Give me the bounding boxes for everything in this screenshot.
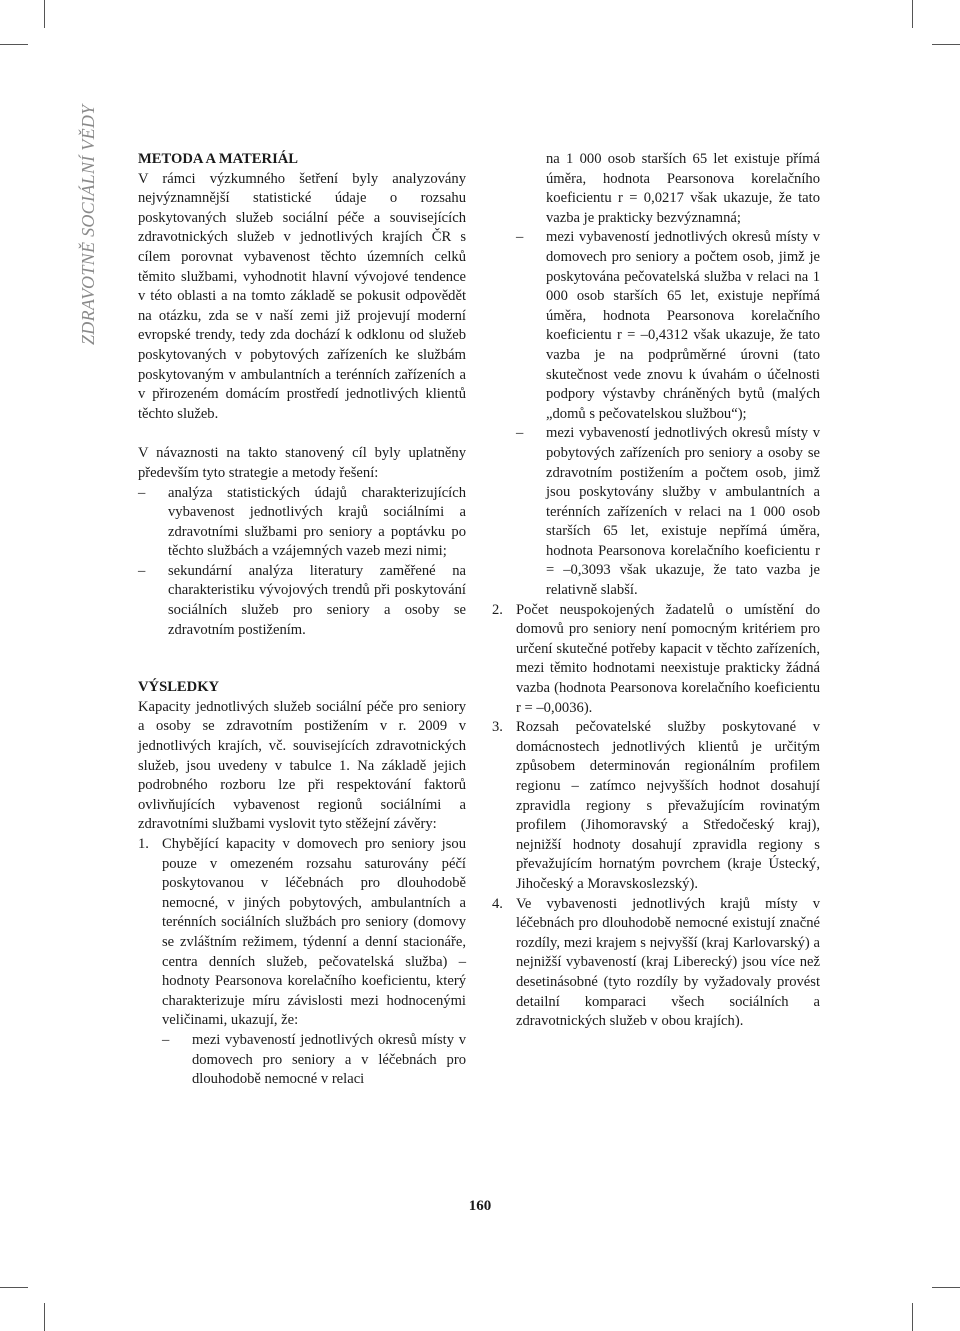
list-item-text: mezi vybaveností jednotlivých okresů místy v domovech pro seniory a v léčebnách pro dlouhodobě nemocné v relaci	[192, 1031, 466, 1088]
paragraph: V návaznosti na takto stanovený cíl byly uplatněny především tyto strategie a metody řešení:	[138, 445, 466, 481]
crop-mark	[932, 1287, 960, 1288]
item-text: Rozsah pečovatelské služby poskytované v domácnostech jednotlivých klientů je určitým způsobem determinován regionálním profilem regionu – zatímco nejvyšších hodnot dosahují zpravidla regiony s převažujícím rovinatým profilem (Jihomoravský a Středočeský kraj), nejnižší hodnoty dosahují zpravidla regiony s převažujícím hornatým povrchem (kraje Ústecký, Jihočeský a Moravskoslezský).	[516, 719, 820, 892]
list-item-text: mezi vybaveností jednotlivých okresů místy v pobytových zařízeních pro seniory a osoby se zdravotním postižením a počtem osob, jimž jsou poskytovány služby v ambulantních a terénních zařízeních v relaci na 1 000 osob starších 65 let, existuje nepřímá úměra, hodnota Pearsonova korelačního koeficientu r = –0,3093 však ukazuje, že tato vazba je relativně slabší.	[546, 425, 820, 599]
crop-mark	[0, 1287, 28, 1288]
crop-mark	[932, 44, 960, 45]
list-item	[138, 562, 466, 640]
item-number: 3.	[492, 719, 503, 736]
crop-mark	[912, 1303, 913, 1331]
list-item	[138, 484, 466, 562]
list-item	[492, 424, 820, 600]
numbered-item	[138, 835, 466, 1031]
crop-mark	[44, 1303, 45, 1331]
item-text: Počet neuspokojených žadatelů o umístění do domovů pro seniory není pomocným kritériem pro určení skutečné potřeby kapacit v těchto zařízeních, mezi těmito hodnotami neexistuje prakticky žádná vazba (hodnota Pearsonova korelačního koeficientu r = –0,0036).	[516, 601, 820, 716]
paragraph: V rámci výzkumného šetření byly analyzovány nejvýznamnější statistické údaje o rozsahu poskytovaných služeb sociální péče a souvisejících zdravotnických služeb v jednotlivých krajích ČR s cílem porovnat vybavenost těchto územních celků těmito službami, vyhodnotit hlavní vývojové tendence v této oblasti a na tomto základě se pokusit odpovědět na otázku, zda se v naší zemi již projevují moderní evropské trendy, tedy zda dochází k odklonu od služeb poskytovaných v pobytových zařízeních ke službám poskytovaným v ambulantních a terénních zařízeních a v přirozeném domácím prostředí jednotlivých klientů těchto služeb.	[138, 170, 466, 422]
crop-mark	[912, 0, 913, 28]
paragraph-continued: na 1 000 osob starších 65 let existuje přímá úměra, hodnota Pearsonova korelačního koeficientu r = 0,0217 však ukazuje, že tato vazba je prakticky bezvýznamná;	[546, 151, 820, 226]
journal-title: ZDRAVOTNĚ SOCIÁLNÍ VĚDY	[78, 104, 98, 345]
list-item-text: sekundární analýza literatury zaměřené na charakteristiku vývojových trendů při poskytování sociálních služeb pro seniory a osoby se zdravotním postižením.	[168, 562, 466, 638]
page-number: 160	[468, 1198, 492, 1214]
list-item	[492, 228, 820, 424]
item-text: Chybějící kapacity v domovech pro seniory jsou pouze v omezeném rozsahu saturovány péčí poskytovanou v léčebnách pro dlouhodobě nemocné, v jiných pobytových, ambulantních a terénních sociálních službách pro seniory (domovy se zvláštním režimem, týdenní a denní stacionáře, centra denních služeb, pečovatelská služba) – hodnoty Pearsonova korelačního koeficientu, který charakterizuje míru závislosti mezi hodnocenými veličinami, ukazují, že:	[162, 836, 466, 1029]
paragraph: Kapacity jednotlivých služeb sociální péče pro seniory a osoby se zdravotním postižením v r. 2009 v jednotlivých krajích, vč. souvisejících zdravotnických služeb, jsou uvedeny v tabulce 1. Na základě jejich podrobného rozboru lze při respektování faktorů ovlivňujících vybavenost regionů sociálními a zdravotními službami vyslovit tyto stěžejní závěry:	[138, 698, 466, 833]
item-number: 1.	[138, 836, 149, 852]
numbered-item	[492, 895, 820, 1032]
item-number: 2.	[492, 601, 503, 618]
right-column	[492, 150, 820, 1032]
numbered-item	[492, 718, 820, 894]
list-item-text: analýza statistických údajů charakterizujících vybavenost jednotlivých krajů sociálními a zdravotními službami pro seniory a poptávku po těchto službách a vzájemných vazeb mezi nimi;	[168, 484, 466, 560]
numbered-item	[492, 601, 820, 719]
crop-mark	[0, 44, 28, 45]
item-number: 4.	[492, 895, 503, 912]
list-item-text: mezi vybaveností jednotlivých okresů místy v domovech pro seniory a počtem osob, jimž je poskytována pečovatelská služba v relaci na 1 000 osob starších 65 let, existuje nepřímá úměra, hodnota Pearsonova korelačního koeficientu r = –0,4312 však ukazuje, že tato vazba je na podprůměrné úrovni (tato skutečnost vede znovu k úvahám o účelnosti podpory výstavby chráněných bytů (malých „domů s pečovatelskou službou“);	[546, 229, 820, 422]
section-heading-results: VÝSLEDKY	[138, 679, 220, 696]
left-column	[138, 150, 466, 1090]
section-heading-methods: METODA A MATERIÁL	[138, 151, 299, 167]
item-text: Ve vybavenosti jednotlivých krajů místy v léčebnách pro dlouhodobě nemocné existují značné rozdíly, mezi krajem s nejvyšší (kraj Karlovarský) a nejnižší vybaveností (kraj Liberecký) jsou více než desetinásobné (tyto rozdíly by vyžadovaly provést detailní komparaci všech sociálních a zdravotnických služeb v obou krajích).	[516, 895, 820, 1030]
list-item	[138, 1031, 466, 1090]
crop-mark	[44, 0, 45, 28]
